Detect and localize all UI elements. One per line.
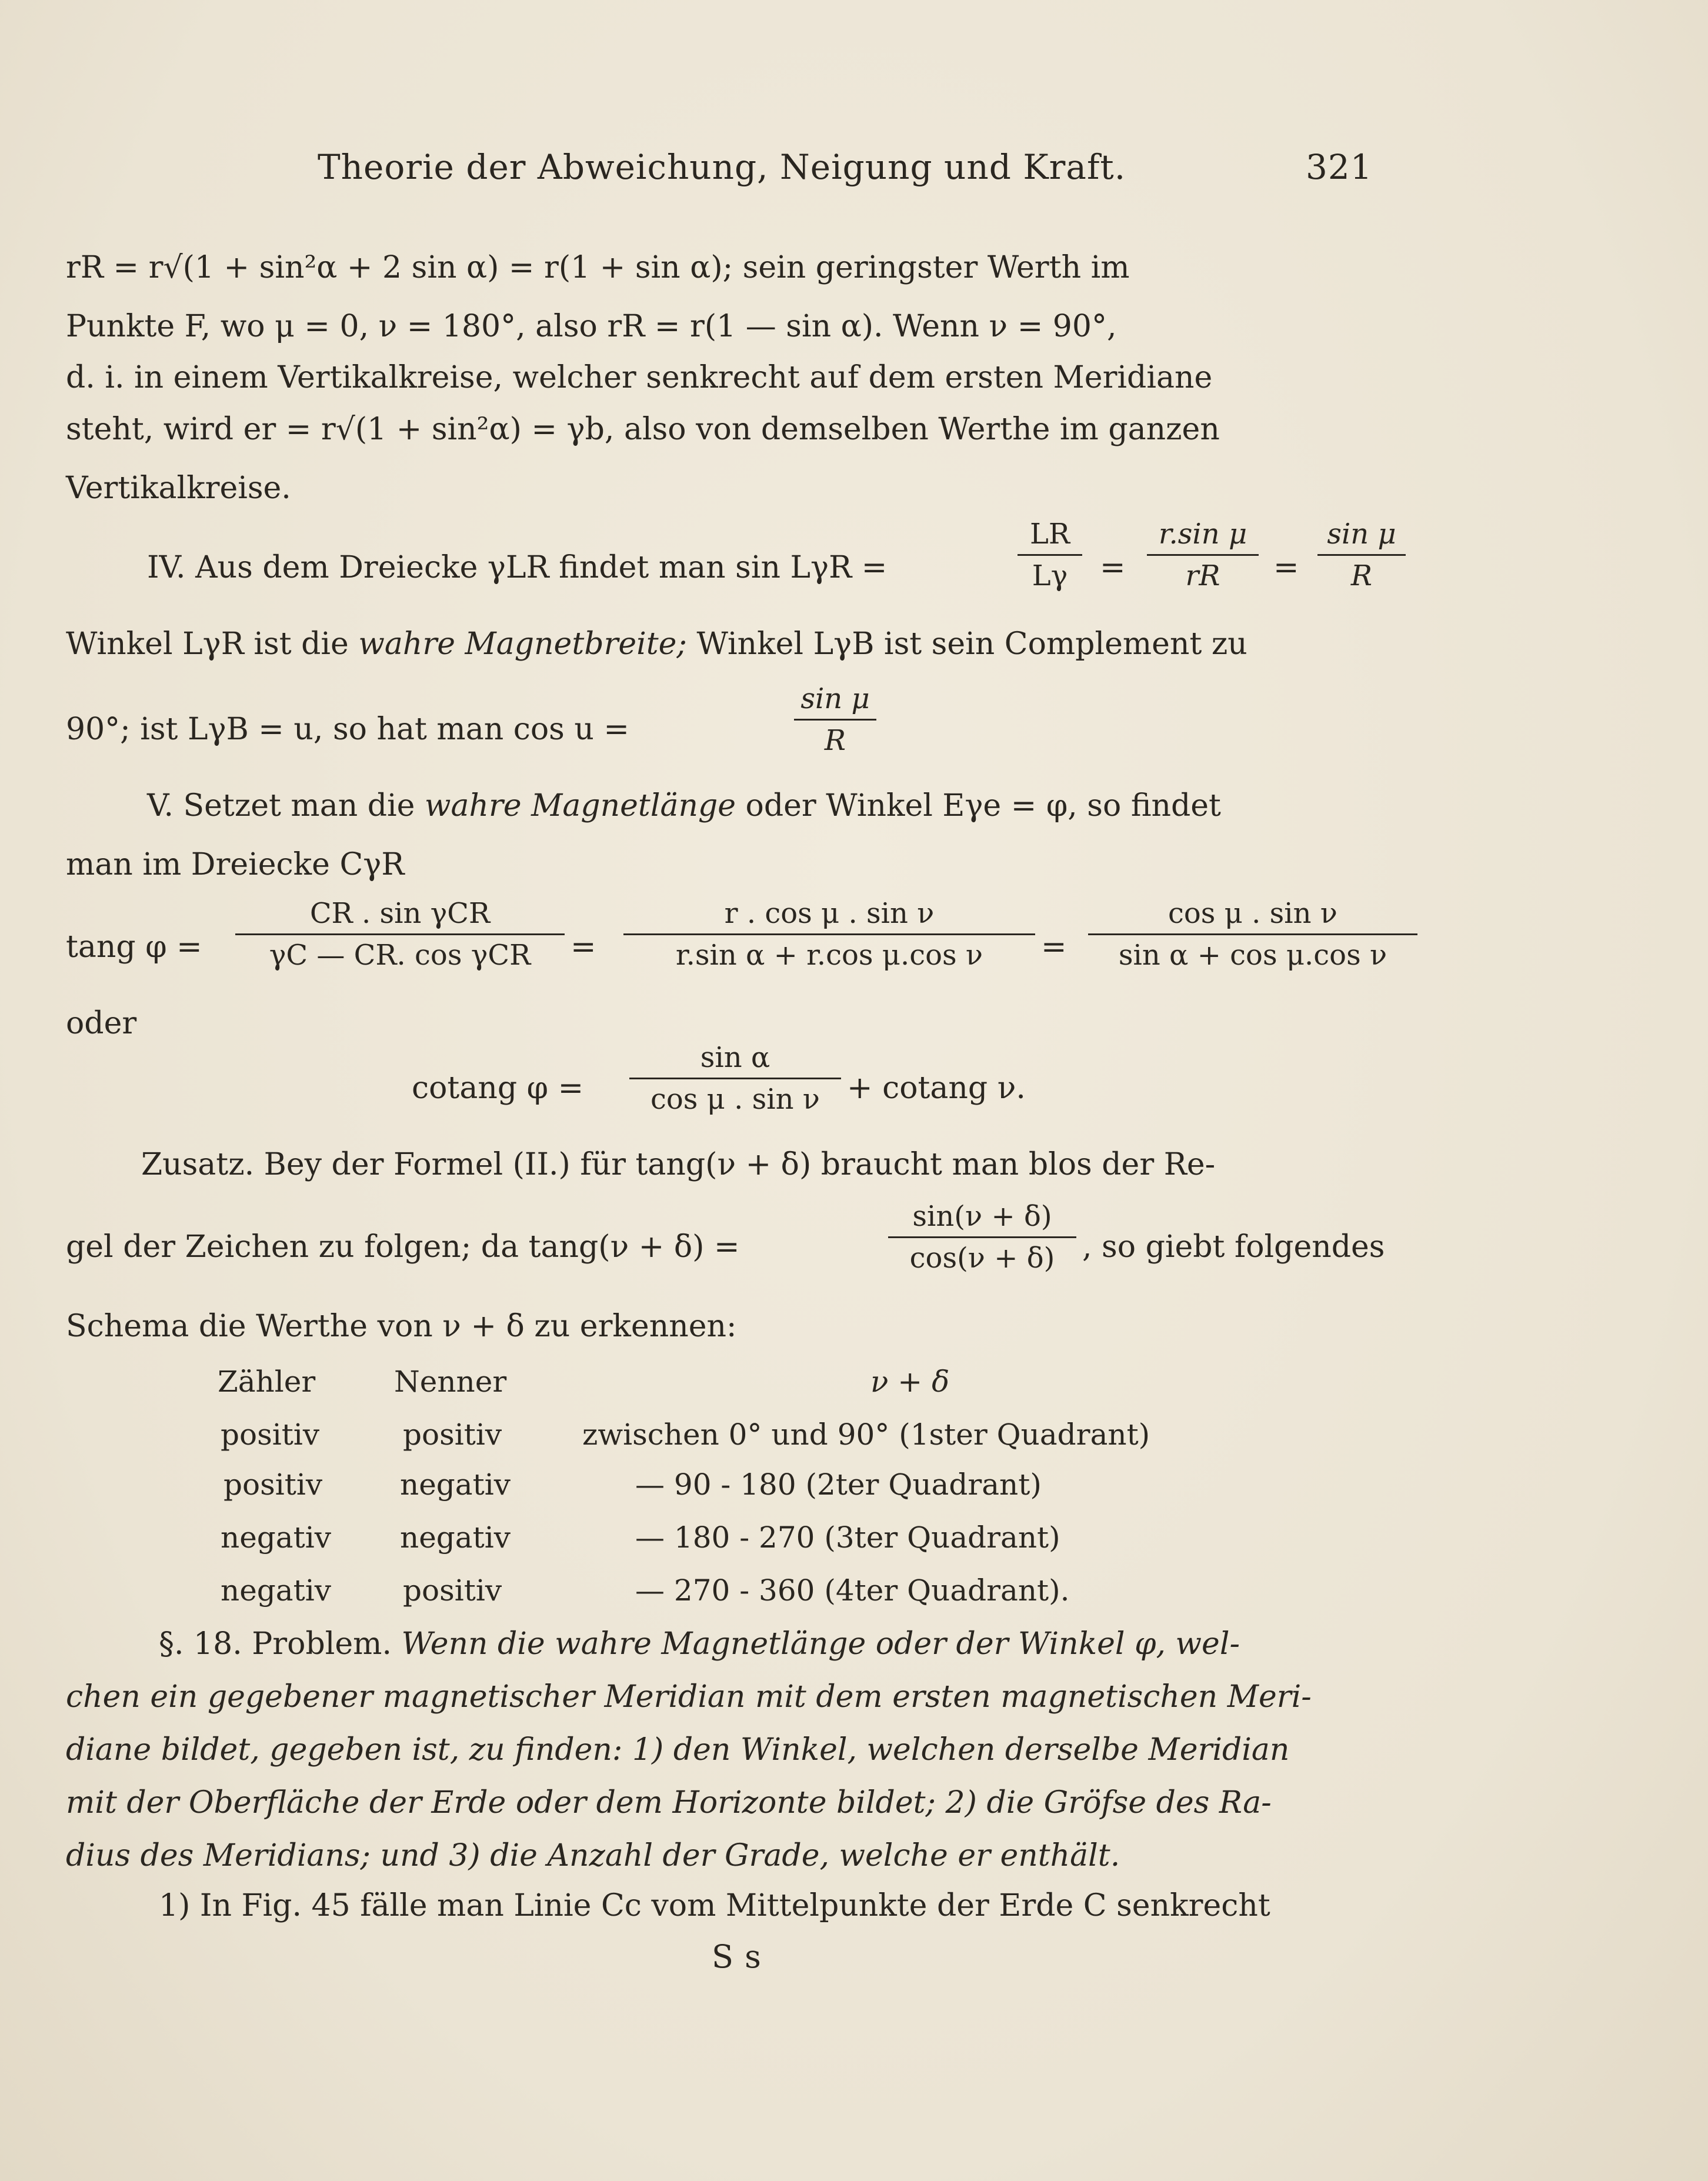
fraction-sinmu-R (1317, 518, 1406, 592)
fraction-numerator: LR (1018, 518, 1082, 556)
fraction-denominator: cos(ν + δ) (909, 1242, 1055, 1275)
fraction-tang-2 (623, 897, 1035, 972)
fraction-denominator: cos μ . sin ν (650, 1083, 820, 1116)
zusatz-line-2-tail: , so giebt folgendes (1082, 1229, 1385, 1265)
fraction-sinmu-R-cos (794, 682, 876, 757)
word-oder: oder (66, 1006, 137, 1041)
equals-sign: = (1100, 550, 1126, 585)
signature-mark: S s (712, 1938, 762, 1975)
fraction-numerator: sin(ν + δ) (888, 1200, 1076, 1238)
section-18-line-1 (159, 1626, 1240, 1662)
equals-sign: = (571, 929, 596, 965)
equals-sign: = (1273, 550, 1299, 585)
fraction-denominator: r.sin α + r.cos μ.cos ν (675, 939, 983, 972)
emphasis-problem-statement: Wenn die wahre Magnetlänge oder der Winkel φ, wel- (401, 1626, 1240, 1662)
table-row-1-nenner: positiv (403, 1418, 502, 1452)
running-header-title: Theorie der Abweichung, Neigung und Kraft. (318, 147, 1126, 187)
table-row-1-range: zwischen 0° und 90° (1ster Quadrant) (582, 1418, 1150, 1452)
fraction-denominator: sin α + cos μ.cos ν (1118, 939, 1387, 972)
tang-phi-lead: tang φ = (66, 929, 202, 965)
table-row-2-zaehler: positiv (223, 1468, 323, 1502)
text-run: Winkel LγB ist sein Complement zu (686, 626, 1247, 662)
text-run: oder Winkel Eγe = φ, so findet (736, 788, 1221, 823)
fraction-denominator: R (824, 724, 846, 757)
table-row-2-nenner: negativ (400, 1468, 511, 1502)
section-v-line-2: man im Dreiecke CγR (66, 847, 405, 882)
table-row-3-range: — 180 - 270 (3ter Quadrant) (635, 1520, 1060, 1555)
fraction-tang-1 (235, 897, 565, 972)
fraction-tang-3 (1088, 897, 1417, 972)
table-row-4-nenner: positiv (403, 1573, 502, 1608)
text-line-3: d. i. in einem Vertikalkreise, welcher senkrecht auf dem ersten Meridiane (66, 360, 1213, 395)
fraction-numerator: CR . sin γCR (235, 897, 565, 935)
section-18-line-5: dius des Meridians; und 3) die Anzahl der Grade, welche er enthält. (66, 1838, 1120, 1873)
fraction-rsinmu-rR (1147, 518, 1259, 592)
equals-sign: = (1041, 929, 1067, 965)
section-iv-line-2 (66, 626, 1247, 662)
section-iv-line-3: 90°; ist LγB = u, so hat man cos u = (66, 712, 629, 747)
section-v-line-1 (147, 788, 1221, 823)
fraction-numerator: sin α (629, 1041, 841, 1079)
fraction-denominator: Lγ (1032, 559, 1068, 592)
text-line-2: Punkte F, wo μ = 0, ν = 180°, also rR = r(1 — sin α). Wenn ν = 90°, (66, 309, 1117, 344)
table-row-4-range: — 270 - 360 (4ter Quadrant). (635, 1573, 1070, 1608)
text-run: §. 18. Problem. (159, 1626, 402, 1662)
emphasis-wahre-magnetbreite: wahre Magnetbreite; (358, 626, 687, 662)
text-line-4: steht, wird er = r√(1 + sin²α) = γb, also von demselben Werthe im ganzen (66, 412, 1220, 447)
table-row-3-zaehler: negativ (221, 1520, 331, 1555)
fraction-numerator: cos μ . sin ν (1088, 897, 1417, 935)
fraction-denominator: rR (1185, 559, 1220, 592)
text-run: Winkel LγR ist die (66, 626, 359, 662)
schema-header-nenner: Nenner (394, 1365, 507, 1399)
fraction-denominator: γC — CR. cos γCR (269, 939, 531, 972)
schema-header-zaehler: Zähler (218, 1365, 316, 1399)
fraction-zusatz (888, 1200, 1076, 1275)
text-line-1: rR = r√(1 + sin²α + 2 sin α) = r(1 + sin α); sein geringster Werth im (66, 250, 1130, 285)
section-18-line-4: mit der Oberfläche der Erde oder dem Horizonte bildet; 2) die Gröfse des Ra- (66, 1785, 1272, 1820)
fraction-numerator: sin μ (794, 682, 876, 721)
fraction-numerator: r . cos μ . sin ν (623, 897, 1035, 935)
section-18-line-3: diane bildet, gegeben ist, zu finden: 1) den Winkel, welchen derselbe Meridian (66, 1732, 1290, 1768)
page-number: 321 (1306, 147, 1373, 187)
text-run: V. Setzet man die (147, 788, 425, 823)
text-line-5: Vertikalkreise. (66, 471, 291, 506)
zusatz-line-1: Zusatz. Bey der Formel (II.) für tang(ν + δ) braucht man blos der Re- (141, 1147, 1216, 1182)
table-row-1-zaehler: positiv (221, 1418, 320, 1452)
emphasis-wahre-magnetlaenge: wahre Magnetlänge (424, 788, 736, 823)
section-iv-lead: IV. Aus dem Dreiecke γLR findet man sin LγR = (147, 550, 888, 585)
zusatz-line-2: gel der Zeichen zu folgen; da tang(ν + δ) = (66, 1229, 740, 1265)
fraction-cotang (629, 1041, 841, 1116)
section-18-line-6: 1) In Fig. 45 fälle man Linie Cc vom Mittelpunkte der Erde C senkrecht (159, 1888, 1270, 1923)
table-row-4-zaehler: negativ (221, 1573, 331, 1608)
table-row-2-range: — 90 - 180 (2ter Quadrant) (635, 1468, 1042, 1502)
cotang-tail: + cotang ν. (847, 1071, 1026, 1106)
table-row-3-nenner: negativ (400, 1520, 511, 1555)
cotang-phi-lead: cotang φ = (412, 1071, 584, 1106)
fraction-lr-lgamma (1018, 518, 1082, 592)
fraction-numerator: sin μ (1317, 518, 1406, 556)
fraction-denominator: R (1350, 559, 1373, 592)
fraction-numerator: r.sin μ (1147, 518, 1259, 556)
zusatz-line-3: Schema die Werthe von ν + δ zu erkennen: (66, 1309, 737, 1344)
section-18-line-2: chen ein gegebener magnetischer Meridian mit dem ersten magnetischen Meri- (66, 1679, 1312, 1715)
schema-header-nu-delta: ν + δ (870, 1365, 950, 1399)
